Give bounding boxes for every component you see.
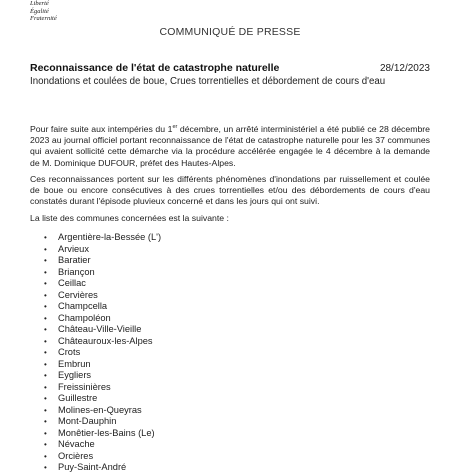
commune-item bbox=[44, 347, 161, 359]
motto-egalite: Égalité bbox=[30, 7, 49, 15]
bullet-icon: • bbox=[44, 244, 47, 254]
bullet-icon: • bbox=[44, 233, 47, 242]
commune-name: Molines-en-Queyras bbox=[58, 404, 142, 415]
ordinal-superscript: er bbox=[172, 124, 178, 131]
paragraph-intro bbox=[30, 124, 430, 169]
paragraph-intro-rest: décembre, un arrêté interministériel a été publié ce 28 décembre 2023 au journal officiel portant reconnaissance de l'état de catastrophe naturelle pour les 37 communes qui avaient sollicité cette démarche via la procédure accélérée engagée le 4 décembre à la demande de M. Dominique DUFOUR, préfet des Hautes-Alpes. bbox=[30, 124, 430, 168]
release-date: 28/12/2023 bbox=[379, 63, 430, 74]
commune-name: Champoléon bbox=[58, 312, 111, 323]
commune-name: Arvieux bbox=[58, 243, 90, 254]
bullet-icon: • bbox=[44, 348, 47, 357]
bullet-icon: • bbox=[44, 394, 47, 403]
commune-item bbox=[44, 359, 161, 371]
commune-item bbox=[44, 324, 161, 336]
commune-item bbox=[44, 244, 161, 256]
document-type-heading: COMMUNIQUÉ DE PRESSE bbox=[159, 26, 301, 38]
bullet-icon: • bbox=[44, 290, 47, 300]
commune-name: Freissinières bbox=[58, 381, 111, 392]
commune-item bbox=[44, 439, 161, 451]
motto-fraternite: Fraternité bbox=[30, 15, 57, 22]
commune-item bbox=[44, 313, 161, 325]
commune-name: Châteauroux-les-Alpes bbox=[58, 335, 153, 346]
bullet-icon: • bbox=[44, 279, 47, 288]
bullet-icon: • bbox=[44, 302, 47, 311]
commune-name: Puy-Saint-André bbox=[58, 462, 127, 472]
bullet-icon: • bbox=[44, 267, 47, 277]
motto-liberte: Liberté bbox=[30, 0, 49, 7]
bullet-icon: • bbox=[44, 325, 47, 334]
communes-list bbox=[44, 232, 161, 474]
commune-item bbox=[44, 405, 161, 417]
commune-name: Baratier bbox=[58, 255, 91, 265]
bullet-icon: • bbox=[44, 405, 47, 415]
bullet-icon: • bbox=[44, 256, 47, 265]
commune-item bbox=[44, 301, 161, 313]
paragraph-list-intro: La liste des communes concernées est la suivante : bbox=[30, 213, 229, 223]
release-subtitle: Inondations et coulées de boue, Crues torrentielles et débordement de cours d'eau bbox=[30, 76, 386, 87]
commune-name: Eygliers bbox=[58, 370, 92, 380]
commune-item bbox=[44, 462, 161, 474]
commune-name: Mont-Dauphin bbox=[58, 416, 117, 426]
commune-item bbox=[44, 370, 161, 382]
release-title: Reconnaissance de l'état de catastrophe naturelle bbox=[30, 62, 280, 74]
bullet-icon: • bbox=[44, 417, 47, 426]
commune-item bbox=[44, 393, 161, 405]
commune-name: Guillestre bbox=[58, 393, 98, 403]
bullet-icon: • bbox=[44, 440, 47, 449]
release-header bbox=[30, 62, 430, 88]
commune-item bbox=[44, 255, 161, 267]
bullet-icon: • bbox=[44, 359, 47, 369]
commune-name: Embrun bbox=[58, 358, 91, 369]
paragraph-intro-start: Pour faire suite aux intempéries du 1 bbox=[30, 124, 173, 134]
paragraph-phenomena: Ces reconnaissances portent sur les différents phénomènes d'inondations par ruissellement et coulée de boue ou encore consécutives à des crues torrentielles et/ou des débordements de cours d'eau constatés durant l'épisode pluvieux concerné et dans les jours qui ont suivi. bbox=[30, 174, 430, 207]
commune-name: Monêtier-les-Bains (Le) bbox=[58, 427, 155, 438]
commune-item bbox=[44, 290, 161, 302]
commune-name: Cervières bbox=[58, 289, 98, 300]
bullet-icon: • bbox=[44, 336, 47, 346]
commune-item bbox=[44, 416, 161, 428]
bullet-icon: • bbox=[44, 428, 47, 438]
commune-item bbox=[44, 382, 161, 394]
bullet-icon: • bbox=[44, 371, 47, 380]
commune-name: Champcella bbox=[58, 301, 108, 311]
commune-item bbox=[44, 267, 161, 279]
commune-item bbox=[44, 278, 161, 290]
commune-name: Ceillac bbox=[58, 278, 86, 288]
commune-item bbox=[44, 428, 161, 440]
commune-item bbox=[44, 451, 161, 463]
commune-name: Névache bbox=[58, 439, 95, 449]
commune-item bbox=[44, 336, 161, 348]
commune-name: Orcières bbox=[58, 450, 94, 461]
commune-name: Argentière-la-Bessée (L') bbox=[58, 232, 162, 242]
commune-name: Crots bbox=[58, 347, 81, 357]
commune-item bbox=[44, 232, 161, 244]
bullet-icon: • bbox=[44, 463, 47, 472]
republic-motto bbox=[30, 0, 57, 23]
title-row bbox=[30, 62, 430, 74]
bullet-icon: • bbox=[44, 313, 47, 323]
commune-name: Château-Ville-Vieille bbox=[58, 324, 142, 334]
bullet-icon: • bbox=[44, 451, 47, 461]
bullet-icon: • bbox=[44, 382, 47, 392]
commune-name: Briançon bbox=[58, 266, 95, 277]
